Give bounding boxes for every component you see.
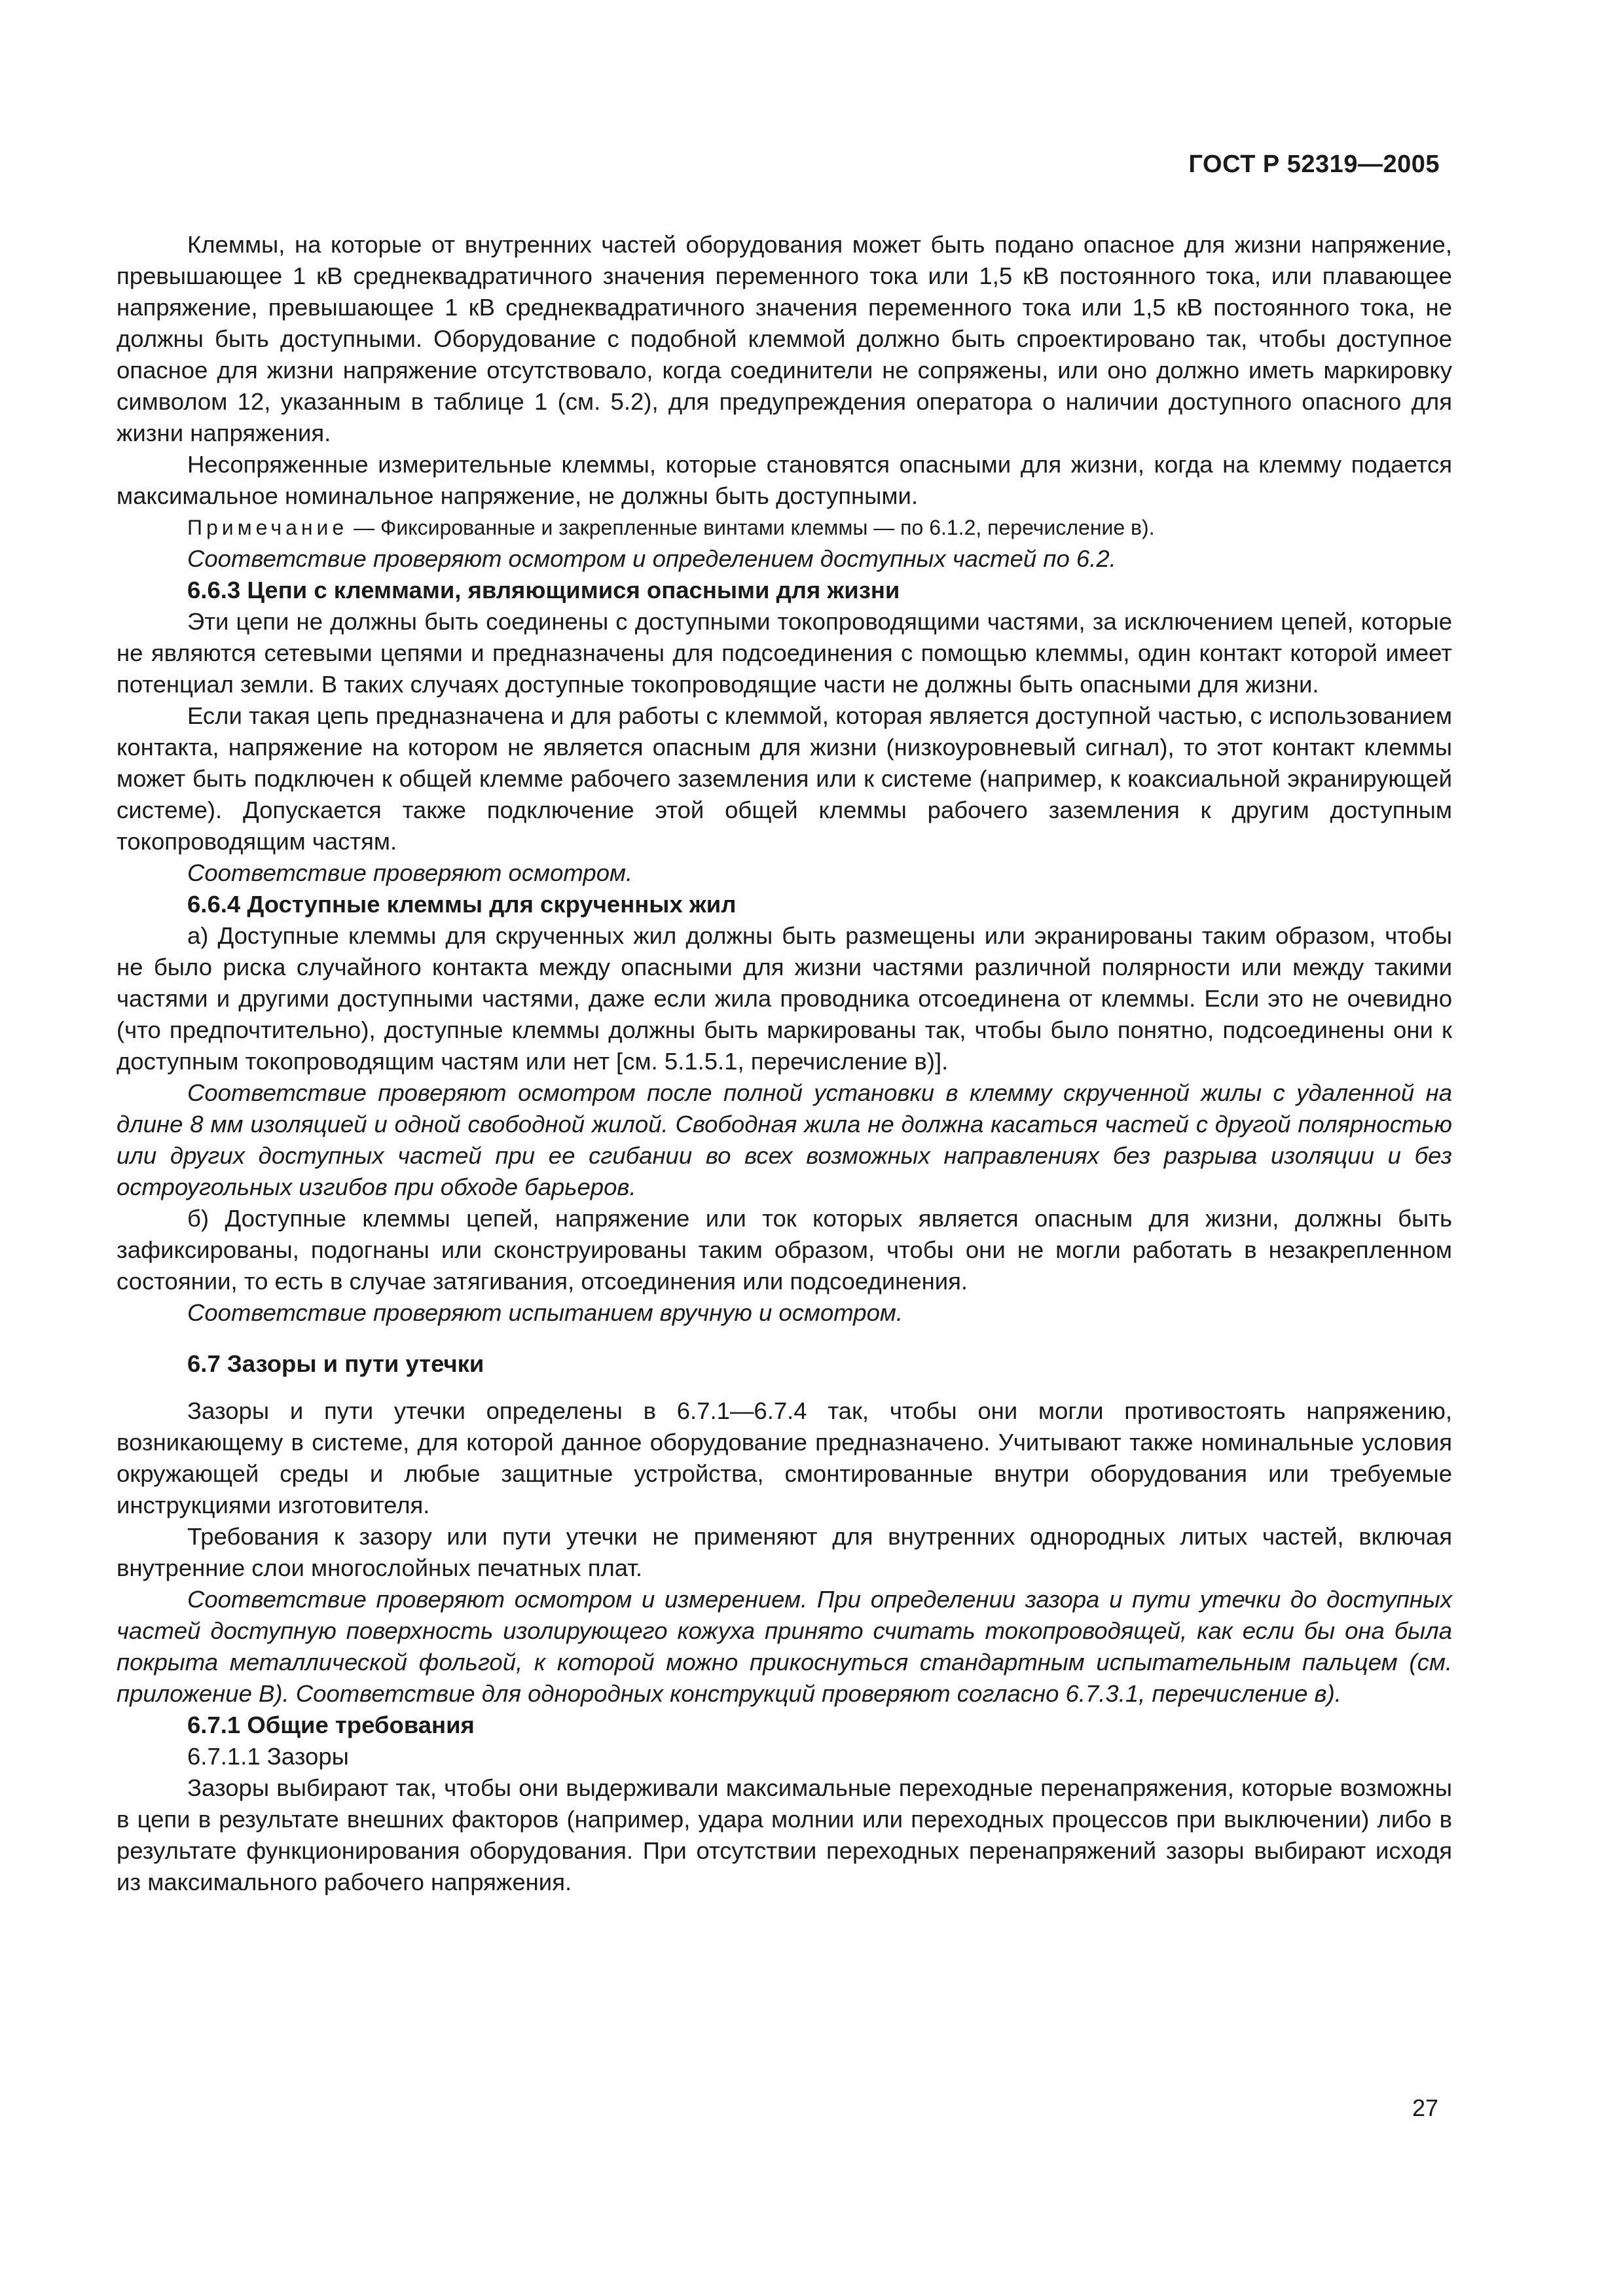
compliance-check: Соответствие проверяют испытанием вручную и осмотром. <box>187 1299 903 1326</box>
paragraph: Если такая цепь предназначена и для работы с клеммой, которая является доступной частью, с использованием контакта, напряжение на котором не является опасным для жизни (низкоуровневый сигнал), то этот контакт клеммы может быть подключен к общей клемме рабочего заземления или к системе (например, к коаксиальной экранирующей системе). Допускается также подключение этой общей клеммы рабочего заземления к другим доступным токопроводящим частям. <box>117 702 1452 855</box>
paragraph: а) Доступные клеммы для скрученных жил должны быть размещены или экранированы таким образом, чтобы не было риска случайного контакта между опасными для жизни частями различной полярности или между такими частями и другими доступными частями, даже если жила проводника отсоединена от клеммы. Если это не очевидно (что предпочтительно), доступные клеммы должны быть маркированы так, чтобы было понятно, подсоединены они к доступным токопроводящим частям или нет [см. 5.1.5.1, перечисление в)]. <box>117 922 1452 1075</box>
paragraph: Зазоры выбирают так, чтобы они выдерживали максимальные переходные перенапряжения, которые возможны в цепи в результате внешних факторов (например, удара молнии или переходных процессов при выключении) либо в результате функционирования оборудования. При отсутствии переходных перенапряжений зазоры выбирают исходя из максимального рабочего напряжения. <box>117 1774 1452 1895</box>
standard-header: ГОСТ Р 52319—2005 <box>1188 151 1440 178</box>
note-label: Примечание <box>187 516 348 539</box>
paragraph: Несопряженные измерительные клеммы, которые становятся опасными для жизни, когда на клемму подается максимальное номинальное напряжение, не должны быть доступными. <box>117 451 1452 509</box>
paragraph: Требования к зазору или пути утечки не применяют для внутренних однородных литых частей, включая внутренние слои многослойных печатных плат. <box>117 1523 1452 1581</box>
paragraph: б) Доступные клеммы цепей, напряжение или ток которых является опасным для жизни, должны быть зафиксированы, подогнаны или сконструированы таким образом, чтобы они не могли работать в незакрепленном состоянии, то есть в случае затягивания, отсоединения или подсоединения. <box>117 1205 1452 1295</box>
note-text: — Фиксированные и закрепленные винтами клеммы — по 6.1.2, перечисление в). <box>348 516 1155 539</box>
page-number: 27 <box>1412 2094 1438 2121</box>
section-heading-6-6-4: 6.6.4 Доступные клеммы для скрученных жил <box>187 891 737 918</box>
subsection-heading-6-7-1-1: 6.7.1.1 Зазоры <box>187 1743 349 1770</box>
compliance-check: Соответствие проверяют осмотром и определением доступных частей по 6.2. <box>187 545 1116 572</box>
document-body <box>117 229 1452 1898</box>
paragraph: Эти цепи не должны быть соединены с доступными токопроводящими частями, за исключением цепей, которые не являются сетевыми цепями и предназначены для подсоединения с помощью клеммы, один контакт которой имеет потенциал земли. В таких случаях доступные токопроводящие части не должны быть опасными для жизни. <box>117 608 1452 698</box>
note <box>117 512 1452 543</box>
compliance-check: Соответствие проверяют осмотром. <box>187 859 633 886</box>
section-heading-6-7: 6.7 Зазоры и пути утечки <box>187 1350 484 1377</box>
compliance-check: Соответствие проверяют осмотром и измерением. При определении зазора и пути утечки до доступных частей доступную поверхность изолирующего кожуха принято считать токопроводящей, как если бы она была покрыта металлической фольгой, к которой можно прикоснуться стандартным испытательным пальцем (см. приложение В). Соответствие для однородных конструкций проверяют согласно 6.7.3.1, перечисление в). <box>117 1586 1452 1707</box>
section-heading-6-7-1: 6.7.1 Общие требования <box>187 1712 475 1738</box>
section-heading-6-6-3: 6.6.3 Цепи с клеммами, являющимися опасными для жизни <box>187 577 900 603</box>
paragraph: Зазоры и пути утечки определены в 6.7.1—6.7.4 так, чтобы они могли противостоять напряжению, возникающему в системе, для которой данное оборудование предназначено. Учитывают также номинальные условия окружающей среды и любые защитные устройства, смонтированные внутри оборудования или требуемые инструкциями изготовителя. <box>117 1397 1452 1518</box>
paragraph: Клеммы, на которые от внутренних частей оборудования может быть подано опасное для жизни напряжение, превышающее 1 кВ среднеквадратичного значения переменного тока или 1,5 кВ постоянного тока, или плавающее напряжение, превышающее 1 кВ среднеквадратичного значения переменного тока или 1,5 кВ постоянного тока, не должны быть доступными. Оборудование с подобной клеммой должно быть спроектировано так, чтобы доступное опасное для жизни напряжение отсутствовало, когда соединители не сопряжены, или оно должно иметь маркировку символом 12, указанным в таблице 1 (см. 5.2), для предупреждения оператора о наличии доступного опасного для жизни напряжения. <box>117 231 1452 446</box>
compliance-check: Соответствие проверяют осмотром после полной установки в клемму скрученной жилы с удаленной на длине 8 мм изоляцией и одной свободной жилой. Свободная жила не должна касаться частей с другой полярностью или других доступных частей при ее сгибании во всех возможных направлениях без разрыва изоляции и без остроугольных изгибов при обходе барьеров. <box>117 1079 1452 1200</box>
